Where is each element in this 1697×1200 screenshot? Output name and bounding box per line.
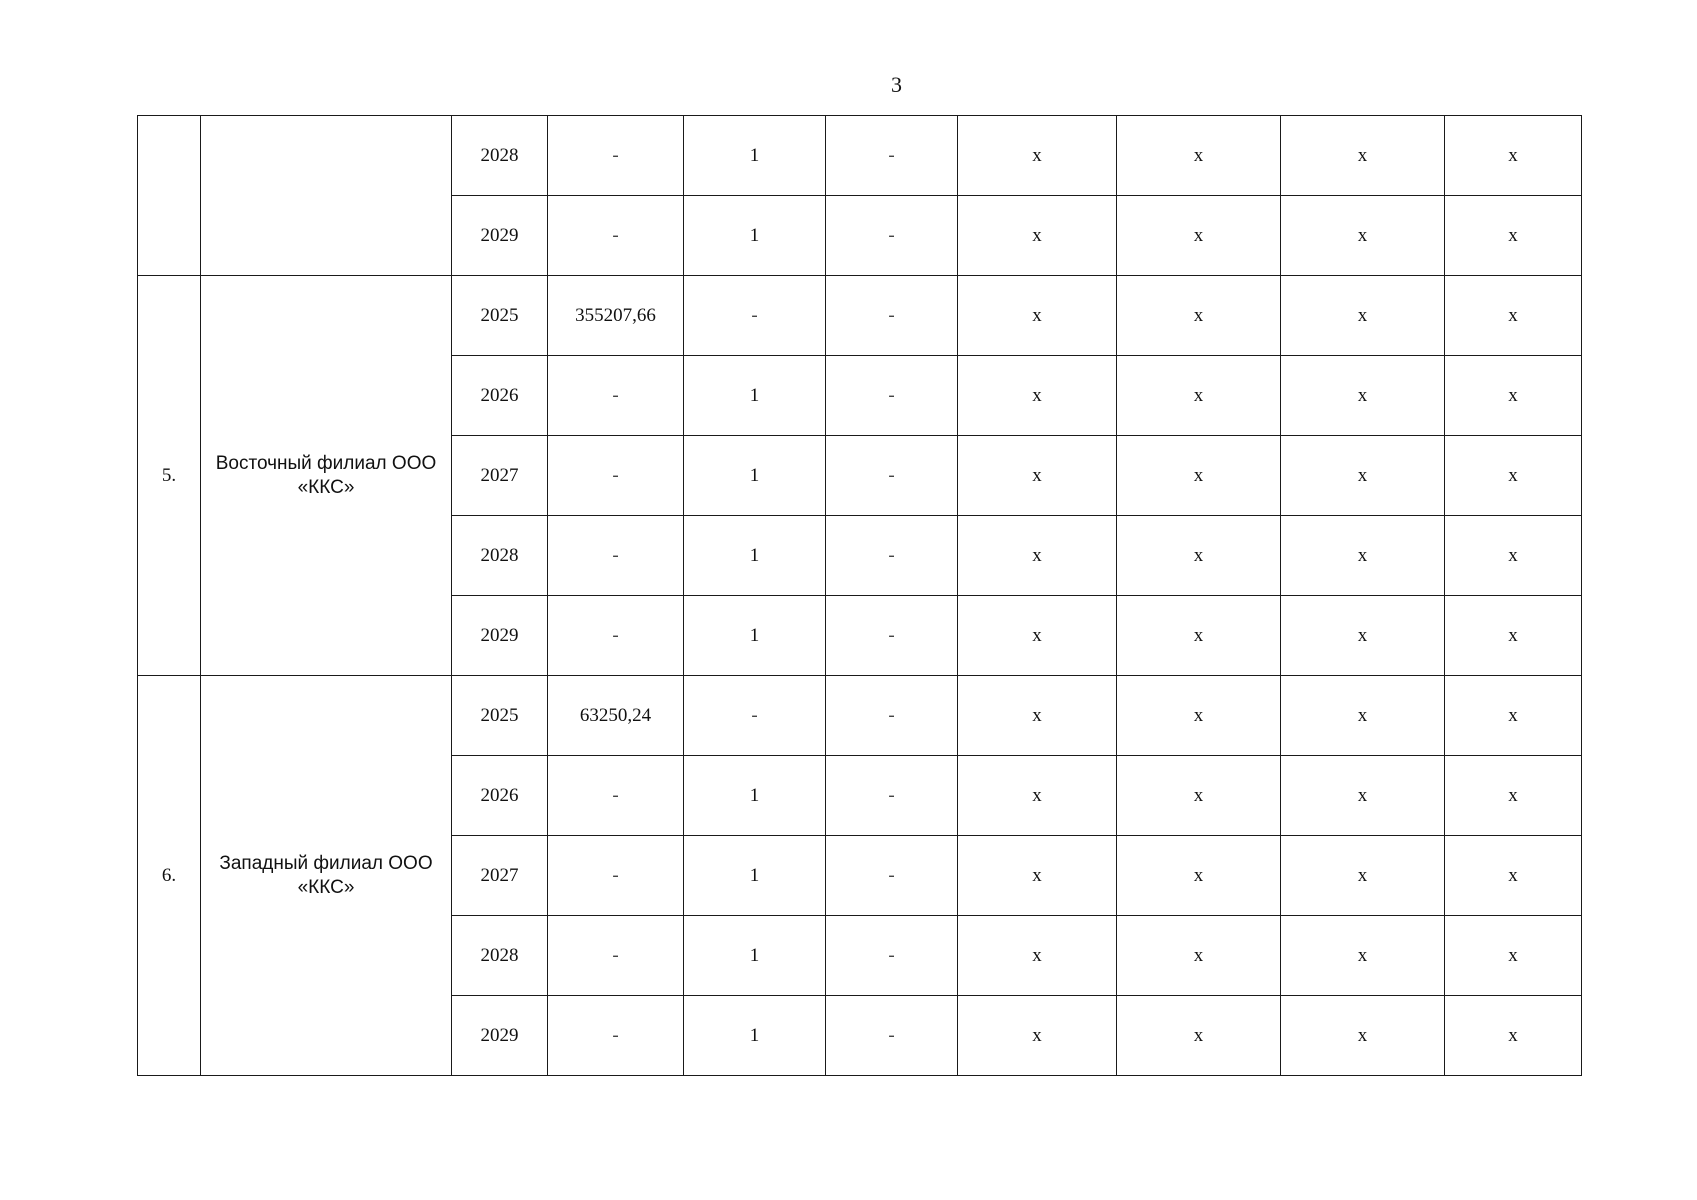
amount-cell: - — [548, 996, 684, 1076]
mark-cell: x — [958, 836, 1117, 916]
organization-name-cell: Восточный филиал ООО «ККС» — [201, 276, 452, 676]
mark-cell: x — [1117, 196, 1281, 276]
amount-cell: - — [548, 596, 684, 676]
mark-cell: x — [958, 116, 1117, 196]
value-cell: - — [826, 356, 958, 436]
mark-cell: x — [1281, 276, 1445, 356]
mark-cell: x — [1281, 676, 1445, 756]
year-cell: 2028 — [452, 516, 548, 596]
mark-cell: x — [1445, 836, 1582, 916]
amount-cell: 63250,24 — [548, 676, 684, 756]
mark-cell: x — [958, 436, 1117, 516]
mark-cell: x — [958, 596, 1117, 676]
value-cell: - — [826, 836, 958, 916]
organization-name-cell: Западный филиал ООО «ККС» — [201, 676, 452, 1076]
mark-cell: x — [1281, 356, 1445, 436]
mark-cell: x — [958, 276, 1117, 356]
value-cell: 1 — [684, 516, 826, 596]
value-cell: 1 — [684, 836, 826, 916]
mark-cell: x — [958, 356, 1117, 436]
amount-cell: - — [548, 436, 684, 516]
mark-cell: x — [1117, 756, 1281, 836]
year-cell: 2029 — [452, 196, 548, 276]
year-cell: 2026 — [452, 356, 548, 436]
value-cell: - — [826, 436, 958, 516]
mark-cell: x — [1117, 916, 1281, 996]
year-cell: 2027 — [452, 436, 548, 516]
year-cell: 2025 — [452, 276, 548, 356]
mark-cell: x — [1117, 436, 1281, 516]
mark-cell: x — [1281, 916, 1445, 996]
value-cell: - — [826, 996, 958, 1076]
mark-cell: x — [1445, 356, 1582, 436]
mark-cell: x — [1117, 596, 1281, 676]
mark-cell: x — [958, 756, 1117, 836]
amount-cell: - — [548, 516, 684, 596]
value-cell: 1 — [684, 436, 826, 516]
year-cell: 2028 — [452, 916, 548, 996]
year-cell: 2029 — [452, 996, 548, 1076]
value-cell: - — [684, 676, 826, 756]
mark-cell: x — [1445, 276, 1582, 356]
organization-name-cell — [201, 116, 452, 276]
mark-cell: x — [958, 916, 1117, 996]
mark-cell: x — [1445, 676, 1582, 756]
mark-cell: x — [1445, 756, 1582, 836]
value-cell: 1 — [684, 596, 826, 676]
mark-cell: x — [1281, 516, 1445, 596]
year-cell: 2027 — [452, 836, 548, 916]
mark-cell: x — [1281, 836, 1445, 916]
value-cell: 1 — [684, 196, 826, 276]
year-cell: 2025 — [452, 676, 548, 756]
value-cell: - — [826, 676, 958, 756]
value-cell: - — [826, 116, 958, 196]
amount-cell: - — [548, 836, 684, 916]
amount-cell: - — [548, 916, 684, 996]
mark-cell: x — [1445, 916, 1582, 996]
mark-cell: x — [1281, 756, 1445, 836]
amount-cell: - — [548, 196, 684, 276]
mark-cell: x — [1117, 996, 1281, 1076]
year-cell: 2028 — [452, 116, 548, 196]
mark-cell: x — [1445, 436, 1582, 516]
amount-cell: - — [548, 756, 684, 836]
mark-cell: x — [1117, 836, 1281, 916]
row-number-cell: 5. — [138, 276, 201, 676]
mark-cell: x — [1281, 596, 1445, 676]
page-number: 3 — [891, 72, 902, 97]
amount-cell: - — [548, 116, 684, 196]
value-cell: 1 — [684, 356, 826, 436]
mark-cell: x — [1281, 196, 1445, 276]
value-cell: 1 — [684, 996, 826, 1076]
mark-cell: x — [1445, 996, 1582, 1076]
value-cell: 1 — [684, 756, 826, 836]
mark-cell: x — [1117, 356, 1281, 436]
amount-cell: 355207,66 — [548, 276, 684, 356]
mark-cell: x — [1445, 516, 1582, 596]
mark-cell: x — [958, 516, 1117, 596]
amount-cell: - — [548, 356, 684, 436]
mark-cell: x — [1117, 516, 1281, 596]
mark-cell: x — [1117, 276, 1281, 356]
table-row — [138, 116, 1582, 196]
mark-cell: x — [1445, 116, 1582, 196]
value-cell: - — [684, 276, 826, 356]
mark-cell: x — [1281, 436, 1445, 516]
value-cell: 1 — [684, 916, 826, 996]
mark-cell: x — [1281, 116, 1445, 196]
mark-cell: x — [958, 996, 1117, 1076]
value-cell: 1 — [684, 116, 826, 196]
value-cell: - — [826, 756, 958, 836]
mark-cell: x — [1117, 116, 1281, 196]
year-cell: 2029 — [452, 596, 548, 676]
mark-cell: x — [958, 196, 1117, 276]
year-cell: 2026 — [452, 756, 548, 836]
mark-cell: x — [958, 676, 1117, 756]
value-cell: - — [826, 596, 958, 676]
row-number-cell — [138, 116, 201, 276]
mark-cell: x — [1445, 196, 1582, 276]
mark-cell: x — [1281, 996, 1445, 1076]
value-cell: - — [826, 196, 958, 276]
row-number-cell: 6. — [138, 676, 201, 1076]
table-row — [138, 676, 1582, 756]
value-cell: - — [826, 916, 958, 996]
mark-cell: x — [1445, 596, 1582, 676]
data-table — [137, 115, 1582, 1076]
value-cell: - — [826, 516, 958, 596]
value-cell: - — [826, 276, 958, 356]
mark-cell: x — [1117, 676, 1281, 756]
table-row — [138, 276, 1582, 356]
